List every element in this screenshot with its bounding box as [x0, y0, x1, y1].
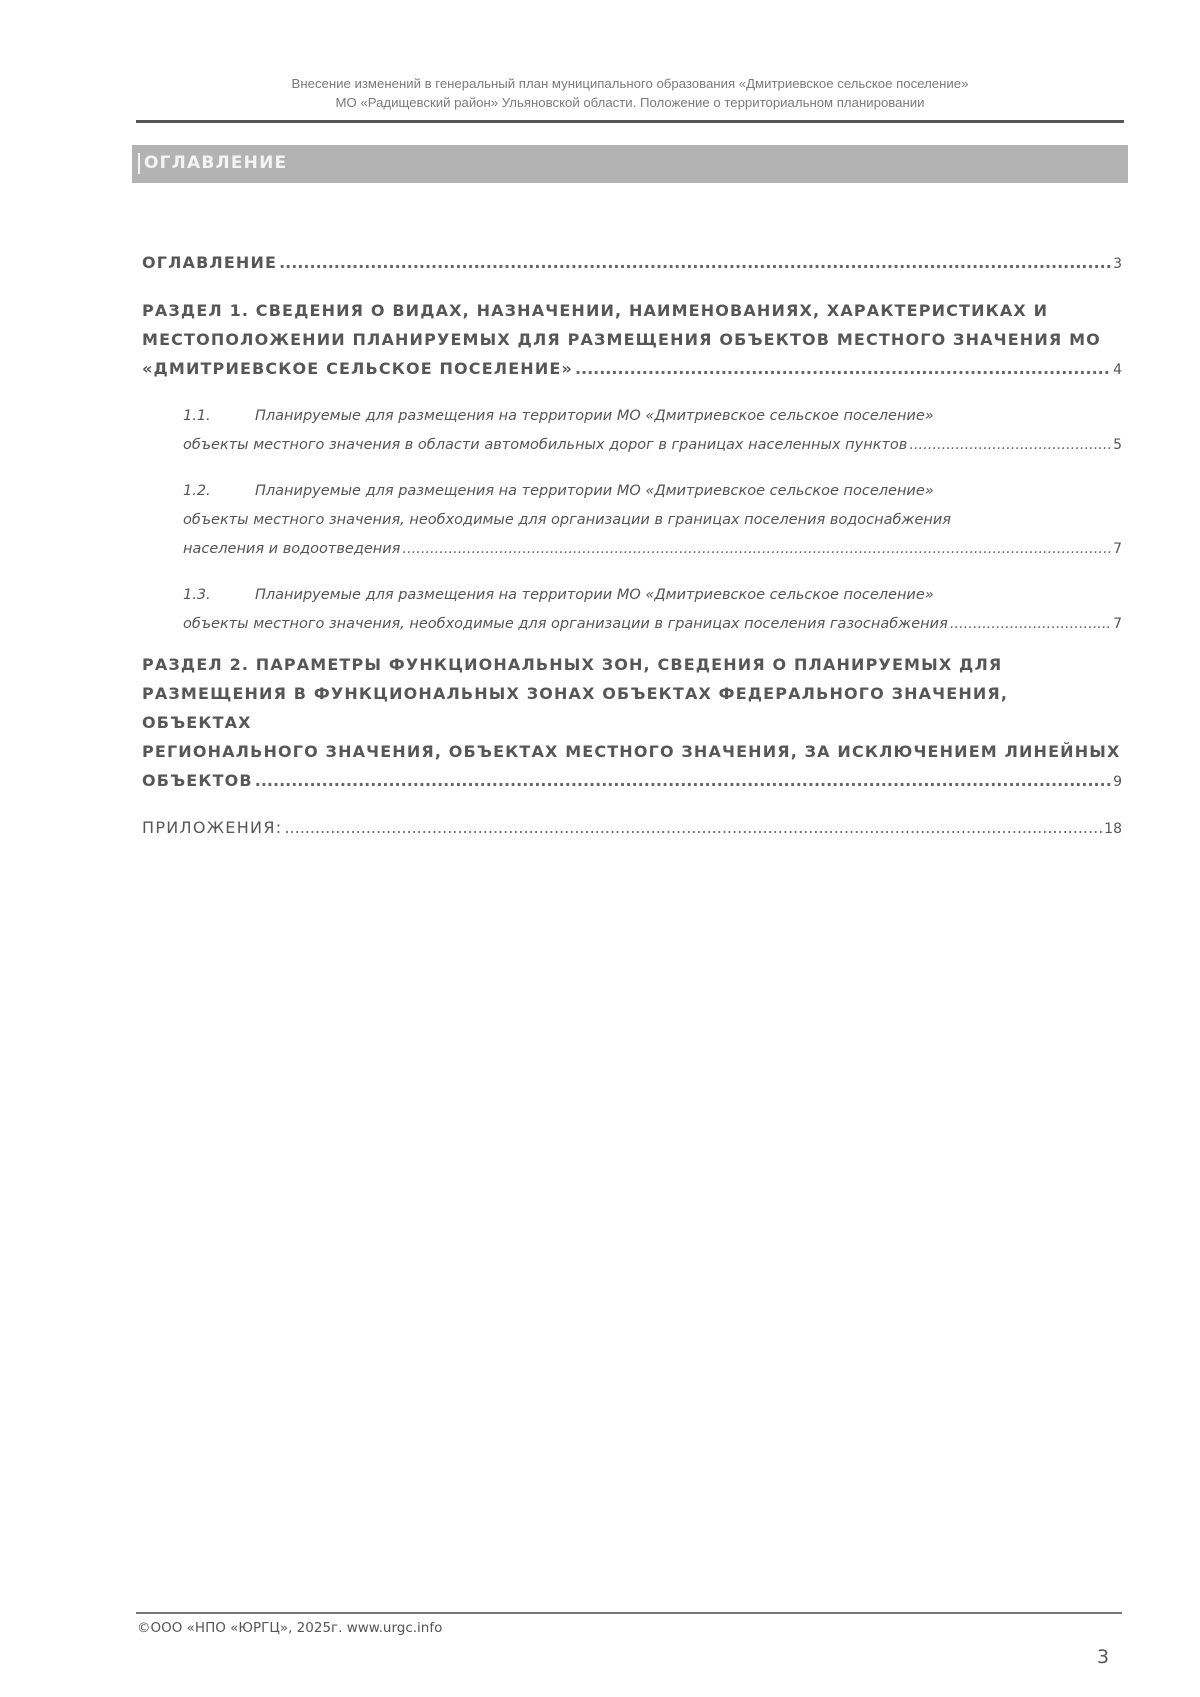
running-header-line-2: МО «Радищевский район» Ульяновской области. Положение о территориальном планировании: [335, 95, 925, 110]
toc-entry-title-line: населения и водоотведения: [183, 541, 401, 557]
toc-entry-title-line: РАЗМЕЩЕНИЯ В ФУНКЦИОНАЛЬНЫХ ЗОНАХ ОБЪЕКТАХ ФЕДЕРАЛЬНОГО ЗНАЧЕНИЯ, ОБЪЕКТАХ: [142, 684, 1009, 732]
section-heading: ОГЛАВЛЕНИЕ: [138, 153, 287, 174]
table-of-contents: [142, 248, 1122, 844]
toc-entry-title-line: Планируемые для размещения на территории МО «Дмитриевское сельское поселение»: [255, 587, 934, 603]
footer-copyright: ©ООО «НПО «ЮРГЦ», 2025г. www.urgc.info: [137, 1620, 443, 1636]
page-number: 3: [1097, 1646, 1110, 1668]
toc-page-number: 9: [1113, 774, 1122, 790]
toc-entry-title-line: объекты местного значения, необходимые для организации в границах поселения водоснабжения: [183, 512, 952, 528]
running-header: [135, 74, 1125, 112]
toc-entry-title-line: МЕСТОПОЛОЖЕНИИ ПЛАНИРУЕМЫХ ДЛЯ РАЗМЕЩЕНИЯ ОБЪЕКТОВ МЕСТНОГО ЗНАЧЕНИЯ МО: [142, 330, 1101, 349]
toc-page-number: 7: [1113, 616, 1122, 632]
toc-page-number: 7: [1113, 541, 1122, 557]
toc-dot-leader: [950, 610, 1111, 639]
toc-page-number: 3: [1113, 256, 1122, 272]
toc-entry-1-3[interactable]: [142, 581, 1122, 639]
header-rule: [136, 120, 1124, 123]
section-heading-band: [132, 145, 1128, 183]
toc-entry-title: ОГЛАВЛЕНИЕ: [142, 253, 278, 272]
toc-entry-title-line: Планируемые для размещения на территории МО «Дмитриевское сельское поселение»: [255, 408, 934, 424]
toc-entry-appendices[interactable]: [142, 813, 1122, 844]
toc-entry-title-line: объекты местного значения в области автомобильных дорог в границах населенных пунктов: [183, 437, 908, 453]
running-header-line-1: Внесение изменений в генеральный план муниципального образования «Дмитриевское сельское поселение»: [291, 76, 969, 91]
toc-entry-oglavlenie[interactable]: [142, 248, 1122, 279]
toc-dot-leader: [909, 431, 1111, 460]
toc-dot-leader: [255, 766, 1111, 795]
toc-dot-leader: [279, 248, 1111, 277]
toc-dot-leader: [284, 813, 1102, 842]
toc-page-number: 4: [1113, 362, 1122, 378]
toc-entry-section-1[interactable]: [142, 296, 1122, 385]
toc-entry-title-line: Планируемые для размещения на территории МО «Дмитриевское сельское поселение»: [255, 483, 934, 499]
toc-entry-title-line: РАЗДЕЛ 1. СВЕДЕНИЯ О ВИДАХ, НАЗНАЧЕНИИ, НАИМЕНОВАНИЯХ, ХАРАКТЕРИСТИКАХ И: [142, 301, 1049, 320]
toc-entry-title-line: РАЗДЕЛ 2. ПАРАМЕТРЫ ФУНКЦИОНАЛЬНЫХ ЗОН, СВЕДЕНИЯ О ПЛАНИРУЕМЫХ ДЛЯ: [142, 655, 1003, 674]
toc-entry-title-line: ОБЪЕКТОВ: [142, 771, 253, 790]
toc-dot-leader: [402, 535, 1111, 564]
toc-entry-number: 1.2.: [183, 483, 211, 499]
footer-rule: [136, 1612, 1122, 1614]
toc-entry-1-2[interactable]: [142, 477, 1122, 564]
toc-entry-title-line: «ДМИТРИЕВСКОЕ СЕЛЬСКОЕ ПОСЕЛЕНИЕ»: [142, 359, 573, 378]
toc-entry-1-1[interactable]: [142, 402, 1122, 460]
toc-entry-section-2[interactable]: [142, 650, 1122, 797]
toc-entry-title-line: объекты местного значения, необходимые для организации в границах поселения газоснабжения: [183, 616, 948, 632]
toc-entry-number: 1.3.: [183, 587, 211, 603]
toc-entry-title-line: РЕГИОНАЛЬНОГО ЗНАЧЕНИЯ, ОБЪЕКТАХ МЕСТНОГО ЗНАЧЕНИЯ, ЗА ИСКЛЮЧЕНИЕМ ЛИНЕЙНЫХ: [142, 742, 1121, 761]
toc-entry-title: ПРИЛОЖЕНИЯ:: [142, 818, 283, 837]
toc-page-number: 5: [1113, 437, 1122, 453]
toc-page-number: 18: [1104, 821, 1122, 837]
toc-dot-leader: [575, 354, 1111, 383]
toc-entry-number: 1.1.: [183, 408, 211, 424]
